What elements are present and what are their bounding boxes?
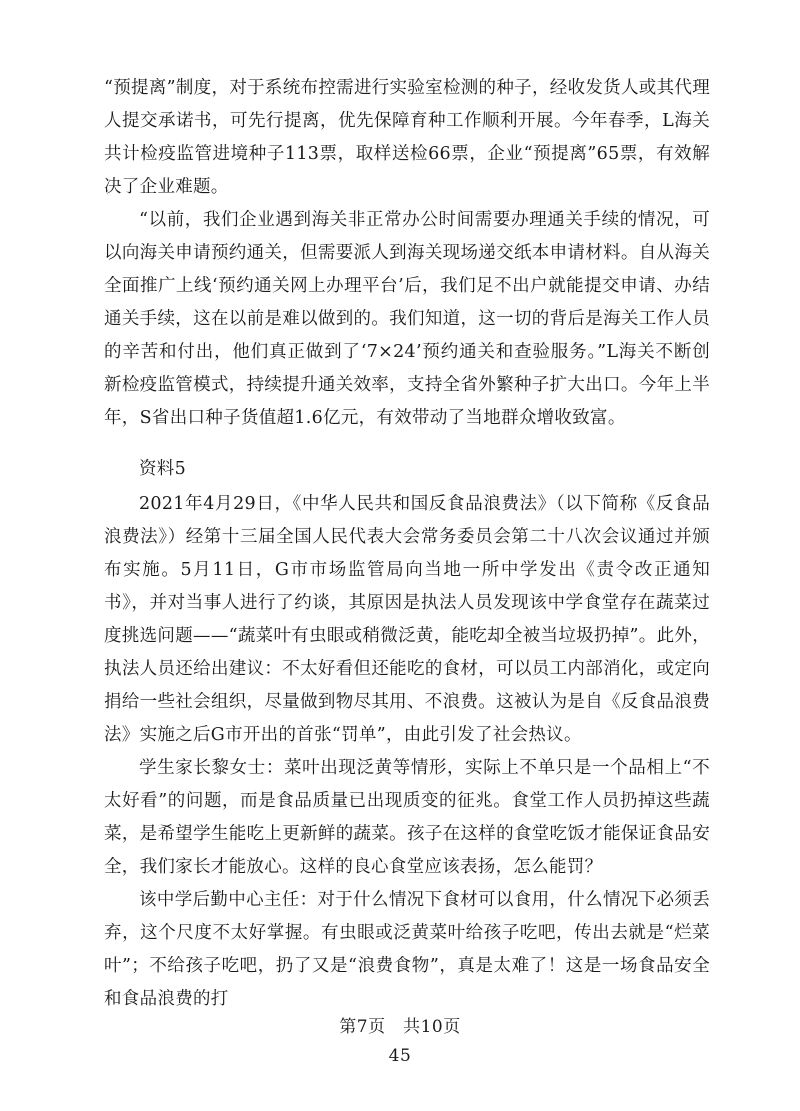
page-number: 45 (388, 1046, 412, 1066)
paragraph-3: 2021年4月29日，《中华人民共和国反食品浪费法》（以下简称《反食品浪费法》）经第十三届全国人民代表大会常务委员会第二十八次会议通过并颁布实施。5月11日，G市市场监管局向当地一所中学发出《责令改正通知书》，并对当事人进行了约谈，其原因是执法人员发现该中学食堂存在蔬菜过度挑选问题——“蔬菜叶有虫眼或稍微泛黄，能吃却全被当垃圾扔掉”。此外，执法人员还给出建议：不太好看但还能吃的食材，可以员工内部消化，或定向捐给一些社会组织，尽量做到物尽其用、不浪费。这被认为是自《反食品浪费法》实施之后G市开出的首张“罚单”，由此引发了社会热议。 (104, 494, 710, 745)
paragraph-5: 该中学后勤中心主任：对于什么情况下食材可以食用，什么情况下必须丢弃，这个尺度不太好掌握。有虫眼或泛黄菜叶给孩子吃吧，传出去就是“烂菜叶”；不给孩子吃吧，扔了又是“浪费食物”，真是太难了！这是一场食品安全和食品浪费的打 (104, 890, 710, 1009)
document-page (104, 72, 710, 1016)
paragraph-4: 学生家长黎女士：菜叶出现泛黄等情形，实际上不单只是一个品相上“不太好看”的问题，而是食品质量已出现质变的征兆。食堂工作人员扔掉这些蔬菜，是希望学生能吃上更新鲜的蔬菜。孩子在这样的食堂吃饭才能保证食品安全，我们家长才能放心。这样的良心食堂应该表扬，怎么能罚？ (104, 758, 710, 877)
page-info: 第7页 共10页 (339, 1017, 461, 1037)
section-heading-material-5: 资料5 (139, 459, 187, 479)
paragraph-1: “预提离”制度，对于系统布控需进行实验室检测的种子，经收发货人或其代理人提交承诺书，可先行提离，优先保障育种工作顺利开展。今年春季，L海关共计检疫监管进境种子113票，取样送检66票，企业“预提离”65票，有效解决了企业难题。 (104, 78, 710, 197)
paragraph-2: “以前，我们企业遇到海关非正常办公时间需要办理通关手续的情况，可以向海关申请预约通关，但需要派人到海关现场递交纸本申请材料。自从海关全面推广上线‘预约通关网上办理平台’后，我们足不出户就能提交申请、办结通关手续，这在以前是难以做到的。我们知道，这一切的背后是海关工作人员的辛苦和付出，他们真正做到了‘7×24’预约通关和查验服务。”L海关不断创新检疫监管模式，持续提升通关效率，支持全省外繁种子扩大出口。今年上半年，S省出口种子货值超1.6亿元，有效带动了当地群众增收致富。 (104, 210, 710, 428)
